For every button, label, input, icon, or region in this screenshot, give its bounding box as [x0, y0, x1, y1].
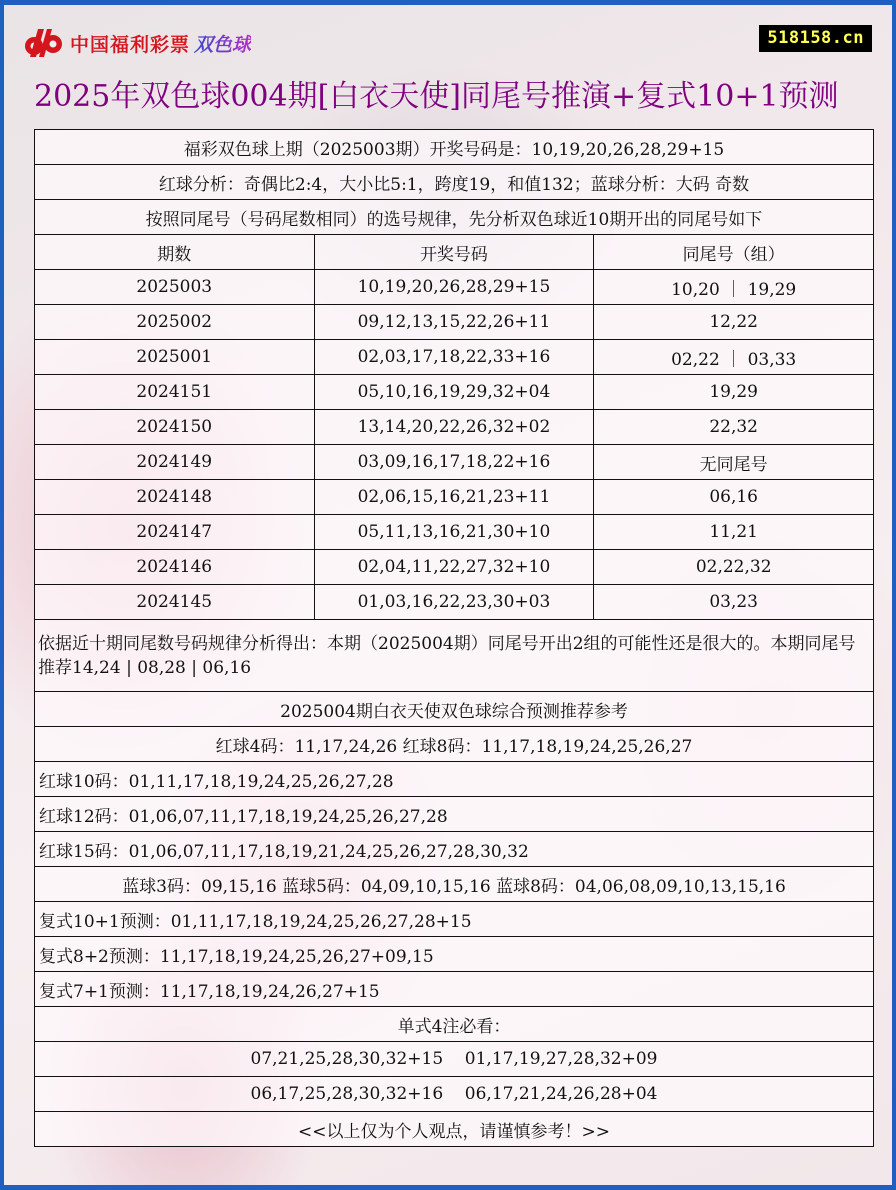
- issue-cell: 2024146: [35, 550, 315, 585]
- prediction-heading-row: [35, 692, 874, 727]
- red-10-row: [35, 762, 874, 797]
- single-picks-2: 06,17,25,28,30,32+16 06,17,21,24,26,28+04: [35, 1077, 874, 1112]
- issue-cell: 2024149: [35, 445, 315, 480]
- issue-cell: 2024150: [35, 410, 315, 445]
- table-row: [35, 445, 874, 480]
- same-tail-cell: 22,32: [594, 410, 874, 445]
- red-4-8-row: [35, 727, 874, 762]
- prediction-heading: 2025004期白衣天使双色球综合预测推荐参考: [35, 692, 874, 727]
- table-row: [35, 270, 874, 305]
- fushi-7-1-row: [35, 972, 874, 1007]
- numbers-cell: 03,09,16,17,18,22+16: [314, 445, 594, 480]
- conclusion-row: [35, 620, 874, 692]
- red-15-text: 红球15码：01,06,07,11,17,18,19,21,24,25,26,27,28,30,32: [35, 832, 874, 867]
- same-tail-cell: 12,22: [594, 305, 874, 340]
- welfare-lottery-logo-icon: [22, 27, 66, 59]
- issue-cell: 2024148: [35, 480, 315, 515]
- blue-row: [35, 867, 874, 902]
- issue-cell: 2025002: [35, 305, 315, 340]
- same-tail-cell: 02,22,32: [594, 550, 874, 585]
- logo-product: 双色球: [194, 30, 251, 57]
- same-tail-cell: 19,29: [594, 375, 874, 410]
- single-heading: 单式4注必看：: [35, 1007, 874, 1042]
- issue-cell: 2024145: [35, 585, 315, 620]
- blue-text: 蓝球3码：09,15,16 蓝球5码：04,09,10,15,16 蓝球8码：04,06,08,09,10,13,15,16: [35, 867, 874, 902]
- numbers-cell: 13,14,20,22,26,32+02: [314, 410, 594, 445]
- same-tail-cell: 10,20 ｜ 19,29: [594, 270, 874, 305]
- numbers-cell: 02,03,17,18,22,33+16: [314, 340, 594, 375]
- table-row: [35, 515, 874, 550]
- same-tail-cell: 无同尾号: [594, 445, 874, 480]
- issue-cell: 2025003: [35, 270, 315, 305]
- fushi-8-2-text: 复式8+2预测：11,17,18,19,24,25,26,27+09,15: [35, 937, 874, 972]
- table-row: [35, 480, 874, 515]
- cwl-logo: [22, 27, 251, 59]
- issue-cell: 2024147: [35, 515, 315, 550]
- logo-text: 中国福利彩票: [70, 33, 191, 56]
- col-header-numbers: 开奖号码: [314, 235, 594, 270]
- table-row: [35, 585, 874, 620]
- last-draw-text: 福彩双色球上期（2025003期）开奖号码是：10,19,20,26,28,29+15: [35, 130, 874, 165]
- col-header-issue: 期数: [35, 235, 315, 270]
- issue-cell: 2025001: [35, 340, 315, 375]
- page-title: 2025年双色球004期[白衣天使]同尾号推演+复式10+1预测: [34, 79, 839, 114]
- intro-row: [35, 200, 874, 235]
- fushi-8-2-row: [35, 937, 874, 972]
- analysis-row: [35, 165, 874, 200]
- red-12-row: [35, 797, 874, 832]
- numbers-cell: 10,19,20,26,28,29+15: [314, 270, 594, 305]
- fushi-10-1-text: 复式10+1预测：01,11,17,18,19,24,25,26,27,28+15: [35, 902, 874, 937]
- same-tail-cell: 02,22 ｜ 03,33: [594, 340, 874, 375]
- analysis-text: 红球分析：奇偶比2:4，大小比5:1，跨度19，和值132；蓝球分析：大码 奇数: [35, 165, 874, 200]
- disclaimer-row: [35, 1112, 874, 1147]
- table-row: [35, 550, 874, 585]
- table-row: [35, 305, 874, 340]
- table-row: [35, 410, 874, 445]
- same-tail-cell: 11,21: [594, 515, 874, 550]
- same-tail-cell: 03,23: [594, 585, 874, 620]
- red-10-text: 红球10码：01,11,17,18,19,24,25,26,27,28: [35, 762, 874, 797]
- analysis-table: [34, 129, 874, 1147]
- single-row-1: [35, 1042, 874, 1077]
- intro-text: 按照同尾号（号码尾数相同）的选号规律，先分析双色球近10期开出的同尾号如下: [35, 200, 874, 235]
- numbers-cell: 01,03,16,22,23,30+03: [314, 585, 594, 620]
- site-badge[interactable]: 518158.cn: [759, 25, 872, 52]
- numbers-cell: 05,11,13,16,21,30+10: [314, 515, 594, 550]
- col-header-same-tail: 同尾号（组）: [594, 235, 874, 270]
- red-12-text: 红球12码：01,06,07,11,17,18,19,24,25,26,27,28: [35, 797, 874, 832]
- red-4-8-text: 红球4码：11,17,24,26 红球8码：11,17,18,19,24,25,26,27: [35, 727, 874, 762]
- numbers-cell: 09,12,13,15,22,26+11: [314, 305, 594, 340]
- single-row-2: [35, 1077, 874, 1112]
- numbers-cell: 05,10,16,19,29,32+04: [314, 375, 594, 410]
- numbers-cell: 02,04,11,22,27,32+10: [314, 550, 594, 585]
- single-picks-1: 07,21,25,28,30,32+15 01,17,19,27,28,32+09: [35, 1042, 874, 1077]
- red-15-row: [35, 832, 874, 867]
- fushi-10-1-row: [35, 902, 874, 937]
- table-row: [35, 375, 874, 410]
- history-header-row: [35, 235, 874, 270]
- table-row: [35, 340, 874, 375]
- numbers-cell: 02,06,15,16,21,23+11: [314, 480, 594, 515]
- fushi-7-1-text: 复式7+1预测：11,17,18,19,24,26,27+15: [35, 972, 874, 1007]
- conclusion-text: 依据近十期同尾数号码规律分析得出：本期（2025004期）同尾号开出2组的可能性还是很大的。本期同尾号推荐14,24 | 08,28 | 06,16: [35, 620, 874, 692]
- single-heading-row: [35, 1007, 874, 1042]
- issue-cell: 2024151: [35, 375, 315, 410]
- same-tail-cell: 06,16: [594, 480, 874, 515]
- last-draw-row: [35, 130, 874, 165]
- disclaimer-text: <<以上仅为个人观点，请谨慎参考！>>: [35, 1112, 874, 1147]
